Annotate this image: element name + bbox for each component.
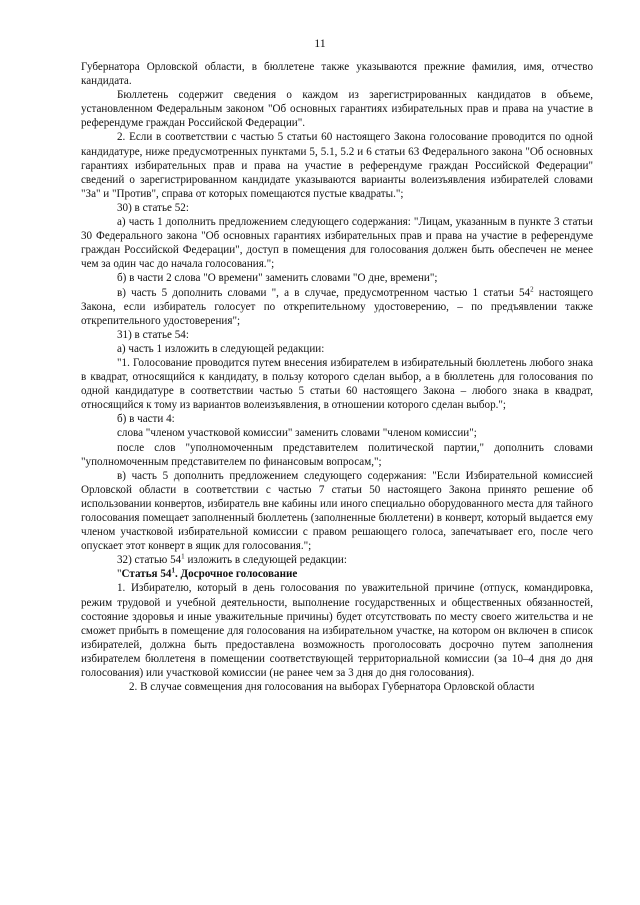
paragraph (81, 130, 593, 200)
paragraph-text: а) часть 1 изложить в следующей редакции: (117, 342, 325, 355)
paragraph (81, 342, 593, 356)
paragraph (81, 412, 593, 426)
paragraph-text: слова "членом участковой комиссии" заменить словами "членом комиссии"; (117, 427, 477, 440)
quote-mark: " (117, 568, 122, 581)
paragraph-text: в) часть 5 дополнить словами ", а в случае, предусмотренном частью 1 статьи 54 (117, 286, 531, 299)
paragraph-text: настоящего Закона, если избиратель голосует по открепительному удостоверению, – по предъявлении также открепительного удостоверения"; (81, 286, 593, 327)
superscript: 2 (530, 284, 534, 293)
paragraph-text: Статья 54 (121, 568, 172, 581)
page-number: 11 (314, 36, 326, 50)
document-body (81, 60, 593, 694)
paragraph (81, 581, 593, 680)
paragraph (81, 215, 593, 271)
paragraph (81, 88, 593, 130)
paragraph-text: а) часть 1 дополнить предложением следующего содержания: "Лицам, указанным в пункте 3 статьи 30 Федерального закона "Об основных гарантиях избирательных прав и права на участие в референдуме граждан Российской Федерации", доступ в помещения для голосования должен быть обеспечен не менее чем за один час до начала голосования."; (81, 216, 593, 271)
paragraph-text: . Досрочное голосование (174, 568, 298, 581)
paragraph-text: б) в части 4: (117, 413, 175, 426)
superscript: 1 (171, 566, 175, 575)
paragraph (81, 441, 593, 469)
paragraph (81, 680, 593, 694)
paragraph (81, 60, 593, 88)
paragraph-text: 1. Избирателю, который в день голосования по уважительной причине (отпуск, командировка, режим трудовой и учебной деятельности, выполнение государственных и общественных обязанностей, состояние здоровья и иные уважительные причины) будет отсутствовать по месту своего жительства и не сможет прибыть в помещение для голосования на избирательном участке, на котором он включен в список избирателей, должна быть предоставлена возможность проголосовать досрочно путем заполнения избирателем бюллетеня в помещении соответствующей территориальной комиссии (за 10–4 дня до дня голосования) или участковой комиссии (не ранее чем за 3 дня до дня голосования). (81, 582, 593, 680)
paragraph-text: б) в части 2 слова "О времени" заменить словами "О дне, времени"; (117, 272, 438, 285)
paragraph-text: 31) в статье 54: (117, 328, 189, 341)
paragraph (81, 553, 593, 567)
paragraph-text: "1. Голосование проводится путем внесения избирателем в избирательный бюллетень любого знака в квадрат, относящийся к кандидату, в пользу которого сделан выбор, а в бюллетень для голосования по одной кандидатуре в соответствии частью 5 статьи 60 настоящего Закона – любого знака в квадрат, относящийся к тому из вариантов волеизъявления, в отношении которого сделан выбор."; (81, 356, 593, 412)
paragraph-text: 30) в статье 52: (117, 201, 189, 214)
article-heading (81, 567, 593, 581)
paragraph-text: изложить в следующей редакции: (184, 554, 347, 567)
paragraph-text: после слов "уполномоченным представителем политической партии," дополнить словами "уполномоченным представителем по финансовым вопросам,"; (81, 441, 593, 468)
paragraph (81, 469, 593, 554)
paragraph-text: Губернатора Орловской области, в бюллетене также указываются прежние фамилия, имя, отчество кандидата. (81, 61, 593, 88)
paragraph (81, 356, 593, 412)
paragraph-text: в) часть 5 дополнить предложением следующего содержания: "Если Избирательной комиссией Орловской области в соответствии с частью 7 статьи 50 настоящего Закона принято решение об использовании конвертов, избиратель вне кабины или иного специально оборудованного места для тайного голосования помещает заполненный бюллетень (заполненные бюллетени) в конверт, который выдается ему членом участковой избирательной комиссии с правом решающего голоса, запечатывает его, после чего опускает этот конверт в ящик для голосования."; (81, 469, 593, 553)
paragraph-text: 32) статью 54 (117, 554, 182, 567)
paragraph (81, 426, 593, 440)
paragraph (81, 201, 593, 215)
paragraph (81, 328, 593, 342)
paragraph (81, 286, 593, 328)
paragraph-text: Бюллетень содержит сведения о каждом из зарегистрированных кандидатов в объеме, установленном Федеральным законом "Об основных гарантиях избирательных прав и права на участие в референдуме граждан Российской Федерации". (81, 89, 593, 130)
paragraph-text: 2. В случае совмещения дня голосования на выборах Губернатора Орловской области (129, 681, 535, 694)
paragraph (81, 271, 593, 285)
superscript: 1 (181, 552, 185, 561)
paragraph-text: 2. Если в соответствии с частью 5 статьи 60 настоящего Закона голосование проводится по одной кандидатуре, ниже предусмотренных пунктами 5, 5.1, 5.2 и 6 статьи 63 Федерального закона "Об основных гарантиях избирательных прав и права на участие в референдуме граждан Российской Федерации" сведений о зарегистрированном кандидате указываются варианты волеизъявления избирателей словами "За" и "Против", справа от которых помещаются пустые квадраты."; (81, 131, 593, 200)
